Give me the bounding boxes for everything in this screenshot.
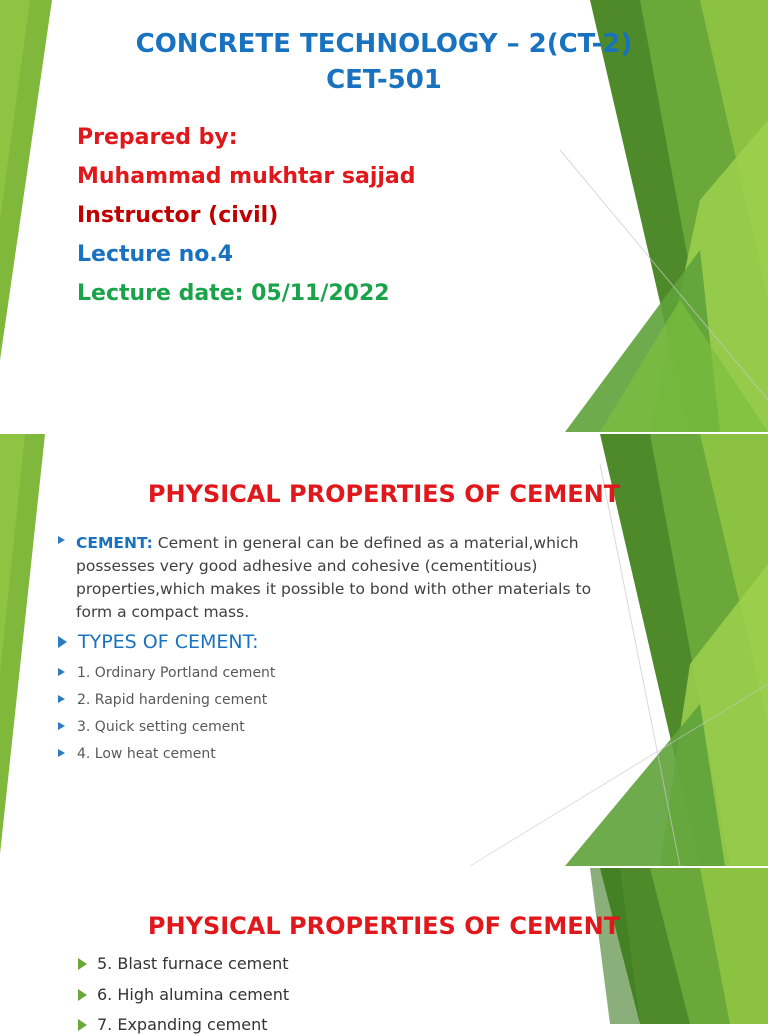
list-item [58,665,275,681]
bullet-arrow-icon [78,989,87,1001]
list-item [78,985,289,1004]
bullet-arrow-icon [78,1019,87,1031]
bullet-arrow-icon [58,695,65,703]
title-line-1: CONCRETE TECHNOLOGY – 2(CT-2) [135,29,633,59]
instructor-role: Instructor (civil) [77,203,279,228]
cement-text-line-2: possesses very good adhesive and cohesive (cementitious) [76,557,538,575]
slide-title [0,26,768,98]
bullet-arrow-icon [58,668,65,676]
type-item-5: 5. Blast furnace cement [97,954,289,973]
type-item-6: 6. High alumina cement [97,985,290,1004]
bullet-arrow-icon [78,958,87,970]
cement-text-line-3: properties,which makes it possible to bond with other materials to [76,580,592,598]
author-name: Muhammad mukhtar sajjad [77,164,416,189]
slide-title: PHYSICAL PROPERTIES OF CEMENT [147,480,621,508]
lecture-number: Lecture no.4 [77,242,234,267]
cement-text-line-4: form a compact mass. [76,603,250,621]
bullet-arrow-icon [58,536,65,544]
types-heading: TYPES OF CEMENT: [78,631,259,653]
bullet-arrow-icon [58,749,65,757]
slide-3 [0,868,768,1034]
cement-label: CEMENT: [76,534,153,552]
type-item-1: 1. Ordinary Portland cement [77,665,276,681]
slide-2 [0,434,768,866]
type-item-7: 7. Expanding cement [97,1015,268,1034]
list-item [78,954,289,973]
list-item [78,1015,268,1034]
bullet-arrow-icon [58,636,67,648]
type-item-4: 4. Low heat cement [77,746,216,762]
prepared-by-label: Prepared by: [77,125,238,150]
slide-1 [0,0,768,432]
bullet-arrow-icon [58,722,65,730]
cement-text-line-1: Cement in general can be defined as a material,which [152,534,579,552]
types-heading-bullet [58,631,259,653]
title-line-2: CET-501 [326,65,442,95]
type-item-3: 3. Quick setting cement [77,719,245,735]
list-item [58,746,216,762]
list-item [58,719,245,735]
list-item [58,692,267,708]
lecture-date: Lecture date: 05/11/2022 [77,281,390,306]
cement-definition-bullet [58,532,678,624]
slide-title: PHYSICAL PROPERTIES OF CEMENT [147,912,621,940]
type-item-2: 2. Rapid hardening cement [77,692,268,708]
